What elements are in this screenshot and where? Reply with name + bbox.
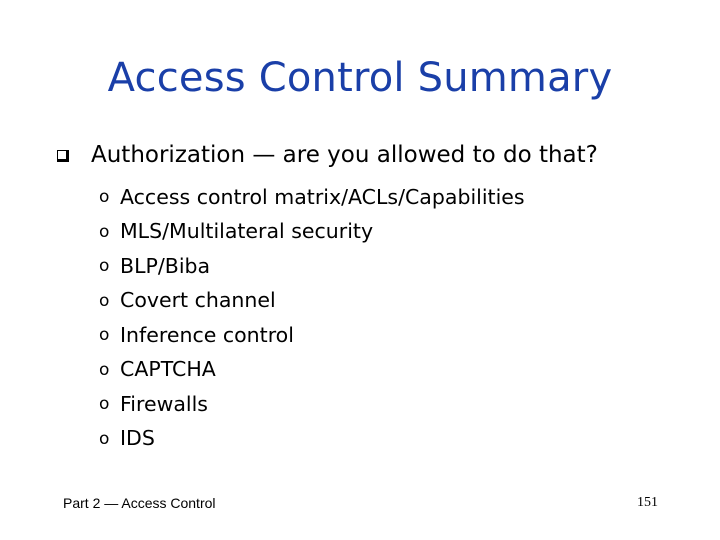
list-item <box>99 422 525 457</box>
slide-title: Access Control Summary <box>107 55 613 101</box>
list-item-text: Access control matrix/ACLs/Capabilities <box>120 184 525 209</box>
sub-bullet-marker-icon: o <box>99 221 110 242</box>
list-item-text: Firewalls <box>120 391 208 416</box>
sub-bullet-marker-icon: o <box>99 359 110 380</box>
list-item-text: IDS <box>120 426 155 451</box>
list-item <box>99 180 525 215</box>
sub-bullet-marker-icon: o <box>99 325 110 346</box>
sub-bullet-marker-icon: o <box>99 256 110 277</box>
main-bullet <box>57 142 598 170</box>
sub-bullet-marker-icon: o <box>99 290 110 311</box>
sub-bullet-marker-icon: o <box>99 187 110 208</box>
sub-bullet-marker-icon: o <box>99 428 110 449</box>
list-item-text: Inference control <box>120 322 294 347</box>
list-item <box>99 353 525 388</box>
list-item <box>99 249 525 284</box>
list-item-text: Covert channel <box>120 288 276 313</box>
list-item <box>99 387 525 422</box>
page-number: 151 <box>637 495 658 510</box>
list-item-text: MLS/Multilateral security <box>120 219 374 244</box>
main-bullet-text: Authorization — are you allowed to do that? <box>91 142 598 168</box>
list-item <box>99 284 525 319</box>
sub-bullet-marker-icon: o <box>99 394 110 415</box>
list-item-text: BLP/Biba <box>120 253 211 278</box>
list-item <box>99 215 525 250</box>
square-bullet-icon <box>57 150 69 162</box>
footer-section-label: Part 2 — Access Control <box>63 495 216 511</box>
sub-bullet-list <box>99 180 525 456</box>
list-item <box>99 318 525 353</box>
list-item-text: CAPTCHA <box>120 357 216 382</box>
